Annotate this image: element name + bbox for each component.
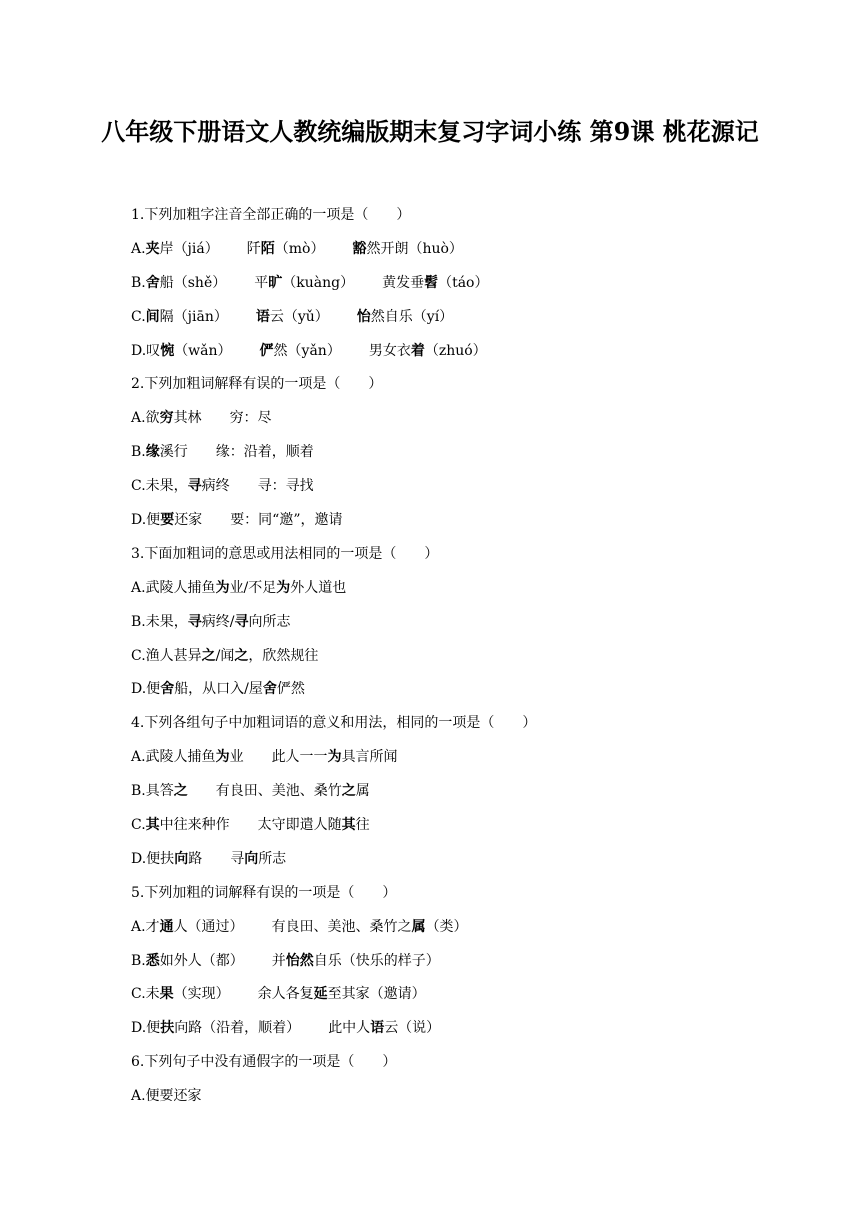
bold-word: 惋 (160, 342, 175, 359)
text-segment: 有良田、美池、桑竹之属（类） (271, 918, 468, 935)
bold-word: 扶 (160, 1020, 175, 1037)
bold-word: 之 (234, 647, 249, 664)
bold-word: 要 (160, 512, 175, 529)
text-line (131, 640, 751, 674)
bold-word: 之 (341, 783, 356, 800)
text-segment: D.便扶向路（沿着，顺着） (131, 1020, 301, 1037)
text-line (131, 572, 751, 606)
text-segment: 6.下列句子中没有通假字的一项是（ ） (131, 1054, 397, 1071)
text-segment: D.便要还家 (131, 512, 203, 529)
text-segment: B.具答之 (131, 783, 188, 800)
bold-word: 向 (244, 850, 259, 867)
text-segment: 2.下列加粗词解释有误的一项是（ ） (131, 376, 383, 393)
text-line (131, 1012, 751, 1046)
text-segment: 豁然开朗（huò） (352, 240, 463, 257)
text-segment: 此人一一为具言所闻 (271, 749, 398, 766)
text-segment: A.武陵人捕鱼为业/不足为外人道也 (131, 579, 347, 596)
text-segment: C.其中往来种作 (131, 817, 230, 834)
bold-word: 寻 (234, 613, 249, 630)
bold-word: 为 (215, 579, 230, 596)
bold-word: 延 (313, 986, 328, 1003)
text-segment: C.间隔（jiān） (131, 308, 228, 325)
bold-word: 髫 (424, 274, 439, 291)
text-segment: D.便扶向路 (131, 850, 203, 867)
text-line (131, 504, 751, 538)
text-segment: 俨然（yǎn） (259, 342, 341, 359)
text-line (131, 606, 751, 640)
bold-word: 缘 (145, 444, 160, 461)
text-line (131, 301, 751, 335)
text-segment: 怡然自乐（yí） (356, 308, 454, 325)
text-segment: 黄发垂髫（táo） (382, 274, 489, 291)
bold-word: 豁 (352, 240, 367, 257)
text-segment: 寻向所志 (230, 850, 287, 867)
text-segment: 太守即遣人随其往 (257, 817, 370, 834)
bold-word: 向 (174, 850, 189, 867)
text-segment: 有良田、美池、桑竹之属 (215, 783, 370, 800)
text-segment: B.舍船（shě） (131, 274, 227, 291)
text-segment: A.夹岸（jiá） (131, 240, 219, 257)
text-segment: D.叹惋（wǎn） (131, 342, 232, 359)
bold-word: 着 (410, 342, 425, 359)
text-segment: B.未果，寻病终/寻向所志 (131, 613, 291, 630)
bold-word: 语 (370, 1020, 385, 1037)
text-line (131, 843, 751, 877)
bold-word: 夹 (145, 240, 160, 257)
text-segment: 5.下列加粗的词解释有误的一项是（ ） (131, 884, 397, 901)
bold-word: 为 (215, 749, 230, 766)
text-line (131, 673, 751, 707)
text-segment: 男女衣着（zhuó） (368, 342, 487, 359)
text-segment: 4.下列各组句子中加粗词语的意义和用法，相同的一项是（ ） (131, 715, 537, 732)
text-segment: 3.下面加粗词的意思或用法相同的一项是（ ） (131, 545, 439, 562)
text-segment: C.未果（实现） (131, 986, 230, 1003)
text-segment: 余人各复延至其家（邀请） (257, 986, 426, 1003)
bold-word: 俨 (259, 342, 274, 359)
text-segment: D.便舍船，从口入/屋舍俨然 (131, 681, 305, 698)
exercise-body (131, 199, 751, 1114)
text-segment: C.渔人甚异之/闻之，欣然规往 (131, 647, 319, 664)
text-segment: 1.下列加粗字注音全部正确的一项是（ ） (131, 207, 411, 223)
text-line (131, 911, 751, 945)
text-segment: A.才通人（通过） (131, 918, 244, 935)
text-segment: 缘：沿着，顺着 (215, 444, 314, 461)
text-segment: B.缘溪行 (131, 444, 188, 461)
text-segment: 并怡然自乐（快乐的样子） (271, 952, 440, 969)
bold-word: 怡 (356, 308, 371, 325)
text-segment: 平旷（kuàng） (254, 274, 355, 291)
text-line (131, 233, 751, 267)
bold-word: 穷 (159, 410, 174, 427)
text-line (131, 402, 751, 436)
text-line (131, 877, 751, 911)
page-title: 八年级下册语文人教统编版期末复习字词小练 第9课 桃花源记 (101, 117, 759, 146)
bold-word: 悉 (145, 952, 160, 969)
bold-word: 其 (145, 817, 160, 834)
text-segment: 要：同“邀”，邀请 (230, 512, 343, 529)
bold-word: 寻 (187, 613, 202, 630)
bold-word: 舍 (160, 681, 175, 698)
bold-word: 舍 (145, 274, 160, 291)
text-segment: A.武陵人捕鱼为业 (131, 749, 244, 766)
bold-word: 其 (341, 817, 356, 834)
bold-word: 属 (411, 918, 426, 935)
bold-word: 之 (173, 783, 188, 800)
text-segment: C.未果，寻病终 (131, 478, 230, 495)
text-segment: 穷：尽 (229, 410, 272, 427)
text-segment: 此中人语云（说） (328, 1020, 441, 1037)
text-line (131, 707, 751, 741)
text-line (131, 368, 751, 402)
bold-word: 果 (159, 986, 174, 1003)
text-line (131, 335, 751, 369)
text-line (131, 1046, 751, 1080)
text-line (131, 470, 751, 504)
text-line (131, 538, 751, 572)
bold-word: 通 (159, 918, 174, 935)
text-segment: A.便要还家 (131, 1088, 202, 1105)
text-segment: A.欲穷其林 (131, 410, 202, 427)
text-line (131, 1080, 751, 1114)
bold-word: 怡然 (285, 952, 314, 969)
text-line (131, 199, 751, 233)
text-line (131, 775, 751, 809)
text-line (131, 436, 751, 470)
text-line (131, 978, 751, 1012)
text-line (131, 809, 751, 843)
bold-word: 间 (145, 308, 160, 325)
bold-word: 语 (255, 308, 270, 325)
bold-word: 舍 (262, 681, 277, 698)
bold-word: 为 (276, 579, 291, 596)
text-line (131, 741, 751, 775)
bold-word: 为 (327, 749, 342, 766)
text-segment: 寻：寻找 (257, 478, 314, 495)
bold-word: 之 (201, 647, 216, 664)
bold-word: 陌 (260, 240, 275, 257)
text-line (131, 267, 751, 301)
text-segment: B.悉如外人（都） (131, 952, 244, 969)
bold-word: 旷 (268, 274, 283, 291)
text-segment: 阡陌（mò） (246, 240, 325, 257)
text-segment: 语云（yǔ） (255, 308, 329, 325)
bold-word: 寻 (187, 478, 202, 495)
text-line (131, 945, 751, 979)
